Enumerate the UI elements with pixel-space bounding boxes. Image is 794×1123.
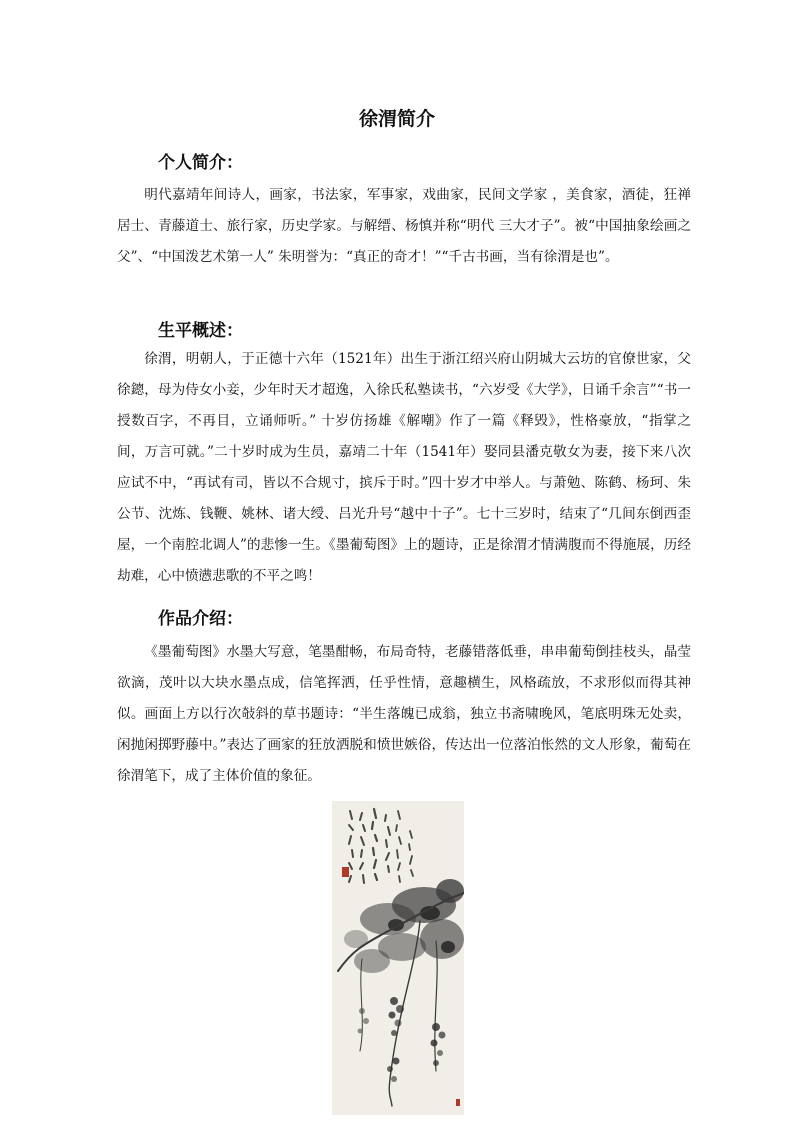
section-text-biography: 徐渭，明朝人，于正德十六年（1521年）出生于浙江绍兴府山阴城大云坊的官僚世家，父徐鏓，母为侍女小妾，少年时天才超逸，入徐氏私塾读书，“六岁受《大学》，日诵千余言”“书一授数百字，不再目，立诵师听。” 十岁仿扬雄《解嘲》作了一篇《释毁》，性格豪放，“指掌之间，万言可就。”二十岁时成为生员，嘉靖二十年（1541年）娶同县潘克敬女为妻，接下来八次应试不中，“再试有司，皆以不合规寸，摈斥于时。”四十岁才中举人。与萧勉、陈鹤、杨珂、朱公节、沈炼、钱鞭、姚林、诸大绶、吕光升号“越中十子”。七十三岁时，结束了“几间东倒西歪屋，一个南腔北调人”的悲惨一生。《墨葡萄图》上的题诗，正是徐渭才情满腹而不得施展，历经劫难，心中愤懑悲歌的不平之鸣！ [117, 351, 691, 584]
ink-grape-painting-image [332, 801, 464, 1115]
section-text-artwork: 《墨葡萄图》水墨大写意，笔墨酣畅，布局奇特，老藤错落低垂，串串葡萄倒挂枝头，晶莹欲滴，茂叶以大块水墨点成，信笔挥洒，任乎性情，意趣横生，风格疏放，不求形似而得其神似。画面上方以行次敧斜的草书题诗：“半生落魄已成翁，独立书斋啸晚风，笔底明珠无处卖，闲抛闲掷野藤中。”表达了画家的狂放洒脱和愤世嫉俗，传达出一位落泊怅然的文人形象，葡萄在徐渭笔下，成了主体价值的象征。 [117, 644, 691, 784]
painting-illustration [332, 801, 464, 1115]
section-heading-biography: 生平概述： [158, 321, 243, 341]
page-title: 徐渭简介 [358, 108, 435, 130]
section-heading-profile: 个人简介： [158, 153, 243, 173]
section-heading-artwork: 作品介绍： [158, 609, 243, 629]
section-text-profile: 明代嘉靖年间诗人，画家，书法家，军事家，戏曲家，民间文学家 ，美食家，酒徒，狂禅居士、青藤道士、旅行家，历史学家。与解缙、杨慎并称“明代 三大才子”。被“中国抽象绘画之父”、“中国泼艺术第一人” 朱明誉为：“真正的奇才！”“千古书画，当有徐渭是也”。 [117, 187, 691, 265]
